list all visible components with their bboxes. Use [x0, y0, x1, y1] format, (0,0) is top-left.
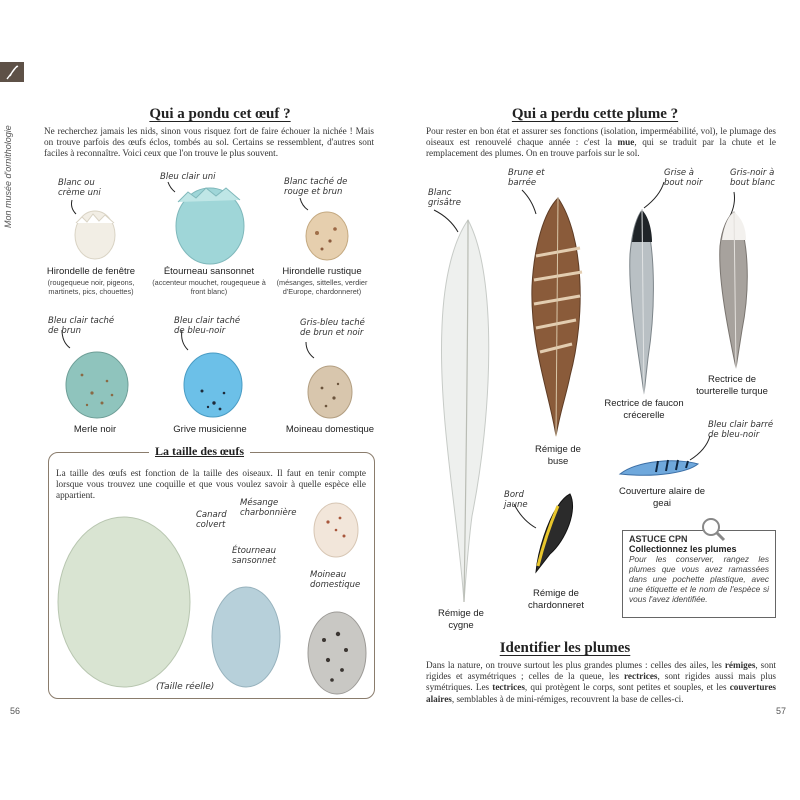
egg-note: Gris-bleu taché de brun et noir	[300, 318, 365, 338]
egg-size-label: Canard colvert	[196, 510, 227, 530]
feather-caption: Rectrice de tourterelle turque	[696, 374, 768, 397]
egg-section-title: Qui a pondu cet œuf ?	[149, 106, 291, 122]
page-number-right: 57	[776, 706, 787, 716]
egg-caption: Étourneau sansonnet (accenteur mouchet, rougequeue à front blanc)	[152, 266, 266, 296]
tip-box	[622, 530, 776, 618]
feather-note: Bleu clair barré de bleu-noir	[708, 420, 774, 440]
egg-starling	[210, 584, 282, 690]
size-caption: (Taille réelle)	[156, 682, 215, 692]
egg-size-label: Étourneau sansonnet	[232, 546, 276, 566]
egg-intro: Ne recherchez jamais les nids, sinon vous risquez fort de faire échouer la nichée ! Mais on trouve parfois des œufs éclos, tombés au sol. Certains se ressemblent, d'autres sont faciles à reconnaître. Voici ceux que l'on trouve le plus souvent.	[44, 126, 374, 159]
egg-caption: Moineau domestique	[285, 424, 375, 435]
chapter-label-text: Mon musée d'ornithologie	[3, 125, 13, 228]
egg-note: Blanc taché de rouge et brun	[284, 177, 348, 197]
identify-title: Identifier les plumes	[499, 640, 631, 656]
feather-caption: Rectrice de faucon crécerelle	[604, 398, 684, 421]
egg-note: Blanc ou crème uni	[58, 178, 101, 198]
feather-note: Blanc grisâtre	[428, 188, 461, 208]
page-number-left: 56	[10, 706, 21, 716]
egg-caption: Hirondelle rustique (mésanges, sittelles, verdier d'Europe, chardonneret)	[276, 266, 368, 296]
egg-caption: Grive musicienne	[173, 424, 247, 435]
swan-feather	[428, 216, 500, 606]
feather-caption: Rémige de cygne	[438, 608, 484, 631]
egg-note: Bleu clair uni	[160, 172, 216, 182]
egg-great-tit	[310, 500, 362, 560]
feather-note: Brune et barrée	[508, 168, 545, 188]
feather-section-title: Qui a perdu cette plume ?	[511, 106, 679, 122]
egg-grey-spots	[304, 360, 356, 420]
tip-text: Pour les conserver, rangez les plumes que vous avez ramassées dans une pochette plastique, avec une étiquette et le nom de l'espèce si vous l'avez identifiée.	[629, 554, 769, 604]
feather-note: Grise à bout noir	[664, 168, 703, 188]
egg-sparrow	[306, 610, 368, 696]
egg-note: Bleu clair taché de bleu-noir	[174, 316, 241, 336]
egg-duck	[54, 510, 194, 690]
egg-white	[70, 205, 120, 263]
feather-note: Gris-noir à bout blanc	[730, 168, 776, 188]
jay-feather	[618, 456, 702, 482]
egg-size-title: La taille des œufs	[149, 444, 250, 459]
feather-intro: Pour rester en bon état et assurer ses fonctions (isolation, imperméabilité, vol), le plumage des oiseaux est renouvelé chaque année : c'est la mue, qui se traduit par la chute et le remplacement des plumes. On en trouve parfois sur le sol.	[426, 126, 776, 159]
egg-caption: Merle noir	[73, 424, 117, 435]
feather-caption: Couverture alaire de geai	[618, 486, 706, 509]
buzzard-feather	[520, 196, 590, 440]
feather-caption: Rémige de chardonneret	[528, 588, 584, 611]
egg-spotted-brown	[302, 205, 352, 263]
egg-size-label: Mésange charbonnière	[240, 498, 297, 518]
egg-blue-brown-spots	[62, 345, 132, 421]
egg-light-blue	[170, 182, 250, 266]
feather-caption: Rémige de buse	[535, 444, 581, 467]
magnifier-icon	[700, 516, 726, 542]
egg-blue-black-spots	[180, 345, 246, 419]
tip-label: ASTUCE CPN	[629, 534, 688, 544]
egg-caption: Hirondelle de fenêtre (rougequeue noir, pigeons, martinets, pics, chouettes)	[46, 266, 136, 296]
goldfinch-feather	[530, 490, 580, 576]
tip-title: Collectionnez les plumes	[629, 544, 737, 554]
egg-size-label: Moineau domestique	[310, 570, 361, 590]
dove-feather	[712, 210, 756, 370]
egg-size-text: La taille des œufs est fonction de la taille des oiseaux. Il faut en tenir compte lorsque vous trouvez une coquille et que vous voulez savoir à quelle espèce elle appartient.	[56, 468, 366, 501]
kestrel-feather	[622, 208, 662, 396]
feather-note: Bord jaune	[504, 490, 528, 510]
identify-text: Dans la nature, on trouve surtout les plus grandes plumes : celles des ailes, les rémiges, sont rigides et asymétriques ; celles de la queue, les rectrices, sont rigides aussi mais plus symétriques. Les tectrices, qui protègent le corps, sont petites et souples, et les couvertures alaires, semblables à de mini-rémiges, recouvrent la base de celles-ci.	[426, 660, 776, 704]
egg-note: Bleu clair taché de brun	[48, 316, 115, 336]
